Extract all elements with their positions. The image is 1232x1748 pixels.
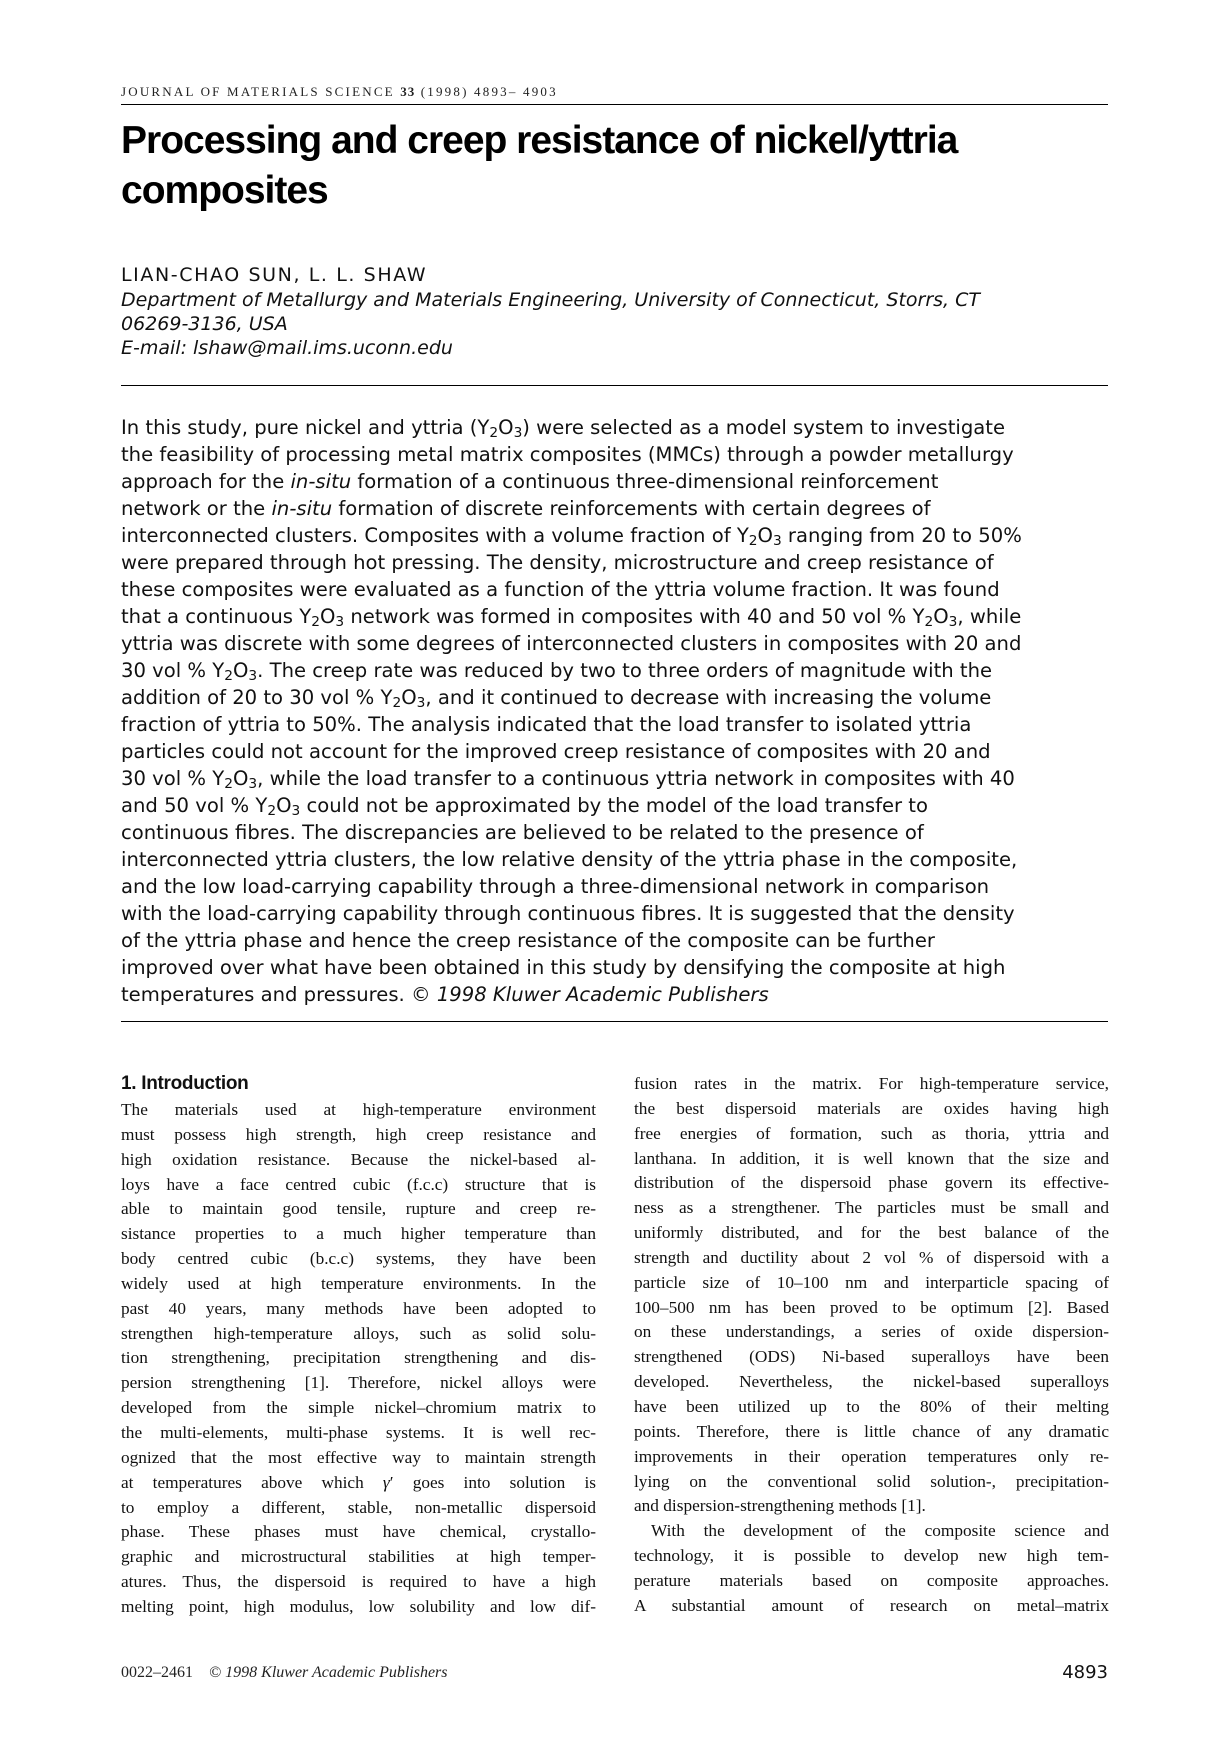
abstract-line: these composites were evaluated as a function of the yttria volume fraction. It was found <box>121 578 1000 601</box>
abstract-line: fraction of yttria to 50%. The analysis indicated that the load transfer to isolated yttria <box>121 713 972 736</box>
body-line: distribution of the dispersoid phase govern its effective- <box>634 1173 1109 1193</box>
abstract-line: of the yttria phase and hence the creep resistance of the composite can be further <box>121 929 935 952</box>
body-column-left <box>121 1072 596 1620</box>
abstract-line: In this study, pure nickel and yttria $(Y_2O_3)$ were selected as a model system to investigate <box>121 416 1006 441</box>
affiliation-line: Department of Metallurgy and Materials Engineering, University of Connecticut, Storrs, CT <box>121 289 980 311</box>
body-line: melting point, high modulus, low solubility and low dif- <box>121 1596 596 1616</box>
title-line: composites <box>121 169 328 212</box>
journal-name: JOURNAL OF MATERIALS SCIENCE <box>121 84 395 99</box>
body-line: lying on the conventional solid solution-, precipitation- <box>634 1471 1109 1491</box>
body-line: loys have a face centred cubic (f.c.c) structure that is <box>121 1174 596 1194</box>
body-line: uniformly distributed, and for the best balance of the <box>634 1223 1109 1243</box>
abstract-line: with the load-carrying capability through continuous fibres. It is suggested that the density <box>121 902 1015 925</box>
body-line: graphic and microstructural stabilities at high temper- <box>121 1547 596 1567</box>
body-line: points. Therefore, there is little chance of any dramatic <box>634 1421 1109 1441</box>
body-line: to employ a different, stable, non-metallic dispersoid <box>121 1497 596 1517</box>
body-line: at temperatures above which γ′ goes into solution is <box>121 1472 596 1492</box>
body-line: particle size of 10–100 nm and interparticle spacing of <box>634 1272 1109 1292</box>
body-line: tion strengthening, precipitation strengthening and dis- <box>121 1348 596 1368</box>
abstract-line: and the low load-carrying capability through a three-dimensional network in comparison <box>121 875 990 898</box>
authors: LIAN-CHAO SUN, L. L. SHAW <box>121 264 428 286</box>
body-line: have been utilized up to the 80% of their melting <box>634 1396 1109 1416</box>
body-line: on these understandings, a series of oxide dispersion- <box>634 1322 1109 1342</box>
body-line: must possess high strength, high creep resistance and <box>121 1124 596 1144</box>
abstract <box>121 414 1108 1008</box>
body-line: atures. Thus, the dispersoid is required to have a high <box>121 1572 596 1592</box>
affiliation <box>121 288 1108 360</box>
journal-volume: 33 <box>400 84 416 99</box>
body-line: developed. Nevertheless, the nickel-based superalloys <box>634 1372 1109 1392</box>
body-line: ognized that the most effective way to maintain strength <box>121 1447 596 1467</box>
running-head <box>121 84 1108 100</box>
body-line: body centred cubic (b.c.c) systems, they have been <box>121 1249 596 1269</box>
abstract-line: continuous fibres. The discrepancies are believed to be related to the presence of <box>121 821 924 844</box>
issn: 0022–2461 <box>121 1664 193 1681</box>
paper-title <box>121 116 1108 216</box>
body-line: strengthened (ODS) Ni-based superalloys have been <box>634 1347 1109 1367</box>
body-line: past 40 years, many methods have been adopted to <box>121 1298 596 1318</box>
abstract-line: were prepared through hot pressing. The density, microstructure and creep resistance of <box>121 551 994 574</box>
body-line: ness as a strengthener. The particles must be small and <box>634 1198 1109 1218</box>
abstract-line: addition of 20 to 30 vol % $Y_2O_3$, and it continued to decrease with increasing the volume <box>121 686 992 711</box>
page-number: 4893 <box>1062 1662 1108 1683</box>
body-line: 100–500 nm has been proved to be optimum [2]. Based <box>634 1297 1109 1317</box>
abstract-line: 30 vol % $Y_2O_3$. The creep rate was reduced by two to three orders of magnitude with the <box>121 659 993 684</box>
abstract-line: and 50 vol % $Y_2O_3$ could not be approximated by the model of the load transfer to <box>121 794 928 819</box>
body-line: strength and ductility about 2 vol % of dispersoid with a <box>634 1247 1109 1267</box>
header-rule <box>121 104 1108 105</box>
body-line: the best dispersoid materials are oxides having high <box>634 1098 1109 1118</box>
abstract-line: improved over what have been obtained in this study by densifying the composite at high <box>121 956 1006 979</box>
body-line: persion strengthening [1]. Therefore, nickel alloys were <box>121 1373 596 1393</box>
body-line: the multi-elements, multi-phase systems. It is well rec- <box>121 1422 596 1442</box>
body-line: phase. These phases must have chemical, crystallo- <box>121 1522 596 1542</box>
footer-issn <box>121 1664 448 1682</box>
body-line: A substantial amount of research on metal–matrix <box>634 1595 1109 1615</box>
affiliation-line: 06269-3136, USA <box>121 313 288 335</box>
abstract-line: 30 vol % $Y_2O_3$, while the load transfer to a continuous yttria network in composites with 40 <box>121 767 1015 792</box>
title-line: Processing and creep resistance of nickel/yttria <box>121 119 958 162</box>
body-line: able to maintain good tensile, rupture and creep re- <box>121 1199 596 1219</box>
body-line: fusion rates in the matrix. For high-temperature service, <box>634 1074 1109 1093</box>
abstract-line: particles could not account for the improved creep resistance of composites with 20 and <box>121 740 991 763</box>
abstract-line: temperatures and pressures. © 1998 Kluwer Academic Publishers <box>121 983 769 1006</box>
body-line: widely used at high temperature environments. In the <box>121 1273 596 1293</box>
body-line: With the development of the composite science and <box>651 1521 1109 1541</box>
abstract-top-rule <box>121 385 1108 386</box>
journal-page <box>121 0 1108 1748</box>
abstract-line: that a continuous $Y_2O_3$ network was formed in composites with 40 and 50 vol % $Y_2O_3$, while <box>121 605 1022 630</box>
abstract-line: interconnected clusters. Composites with a volume fraction of $Y_2O_3$ ranging from 20 to 50% <box>121 524 1022 549</box>
body-line: lanthana. In addition, it is well known that the size and <box>634 1148 1109 1168</box>
abstract-line: interconnected yttria clusters, the low relative density of the yttria phase in the composite, <box>121 848 1018 871</box>
body-line: improvements in their operation temperatures only re- <box>634 1446 1109 1466</box>
abstract-line: network or the in-situ formation of discrete reinforcements with certain degrees of <box>121 497 931 520</box>
body-line: The materials used at high-temperature environment <box>121 1100 596 1119</box>
body-line: high oxidation resistance. Because the nickel-based al- <box>121 1149 596 1169</box>
abstract-line: the feasibility of processing metal matrix composites (MMCs) through a powder metallurgy <box>121 443 1014 466</box>
body-line: technology, it is possible to develop new high tem- <box>634 1546 1109 1566</box>
body-line: sistance properties to a much higher temperature than <box>121 1224 596 1244</box>
body-line: strengthen high-temperature alloys, such as solid solu- <box>121 1323 596 1343</box>
journal-year-pages: (1998) 4893– 4903 <box>420 84 558 99</box>
abstract-line: approach for the in-situ formation of a continuous three-dimensional reinforcement <box>121 470 939 493</box>
abstract-line: yttria was discrete with some degrees of interconnected clusters in composites with 20 and <box>121 632 1022 655</box>
body-column-right <box>634 1072 1109 1619</box>
body-line: and dispersion-strengthening methods [1]. <box>634 1496 926 1516</box>
email-link[interactable]: E-mail: lshaw@mail.ims.uconn.edu <box>121 337 453 359</box>
body-line: developed from the simple nickel–chromium matrix to <box>121 1398 596 1418</box>
section-heading: 1. Introduction <box>121 1073 249 1094</box>
abstract-bottom-rule <box>121 1021 1108 1022</box>
body-line: free energies of formation, such as thoria, yttria and <box>634 1123 1109 1143</box>
body-line: perature materials based on composite approaches. <box>634 1570 1109 1590</box>
footer-copyright: © 1998 Kluwer Academic Publishers <box>209 1664 448 1681</box>
